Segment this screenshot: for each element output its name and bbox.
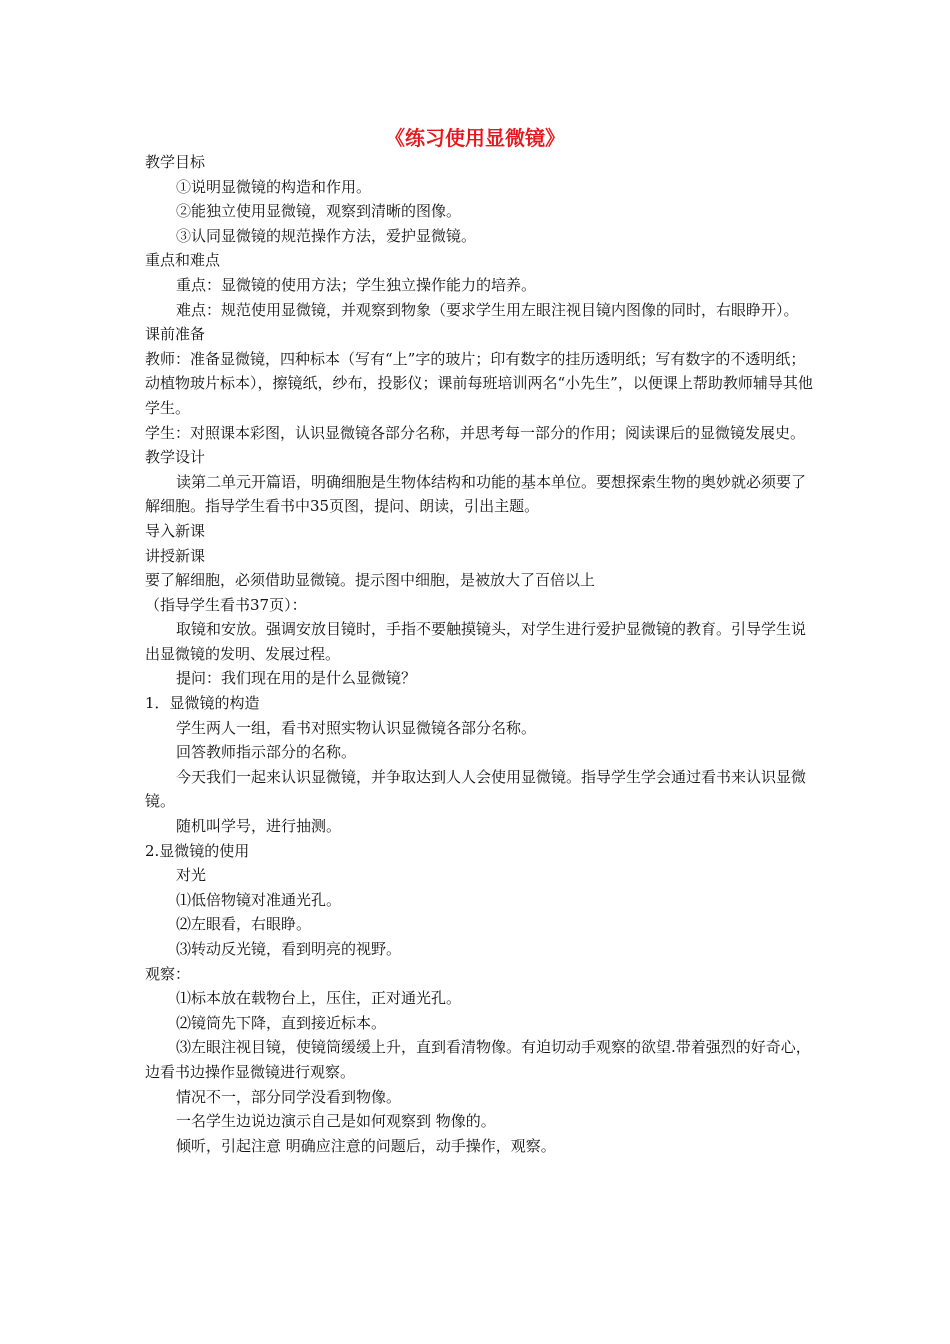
preparation-heading: 课前准备	[145, 325, 206, 344]
document-title: 《练习使用显微镜》	[385, 126, 565, 150]
observe-step: ⑶左眼注视目镜，使镜筒缓缓上升，直到看清物像。有迫切动手观察的欲望.带着强烈的好奇心，边看书边操作显微镜进行观察。	[145, 1038, 811, 1081]
usage-paragraph: 倾听，引起注意 明确应注意的问题后，动手操作，观察。	[176, 1136, 556, 1155]
new-lesson-heading: 导入新课	[145, 521, 206, 540]
objectives-heading: 教学目标	[145, 153, 206, 171]
structure-paragraph: 今天我们一起来认识显微镜，并争取达到人人会使用显微镜。指导学生学会通过看书来认识显微镜。	[145, 767, 807, 811]
usage-paragraph: 情况不一，部分同学没看到物像。	[176, 1087, 402, 1106]
key-focus-text: 重点：显微镜的使用方法；学生独立操作能力的培养。	[176, 275, 537, 294]
structure-paragraph: 回答教师指示部分的名称。	[176, 743, 357, 762]
teacher-preparation-text: 教师：准备显微镜，四种标本（写有“上”字的玻片；印有数字的挂历透明纸；写有数字的不透明纸；动植物玻片标本），擦镜纸，纱布，投影仪；课前每班培训两名“小先生”，以便课上帮助教师辅导其他学生。	[145, 349, 813, 417]
usage-heading: 2.显微镜的使用	[145, 841, 250, 860]
observe-step: ⑴标本放在载物台上，压住，正对通光孔。	[176, 989, 462, 1008]
light-heading: 对光	[176, 866, 207, 885]
document-body	[145, 150, 815, 1158]
design-paragraph: 取镜和安放。强调安放目镜时，手指不要触摸镜头，对学生进行爱护显微镜的教育。引导学生说出显微镜的发明、发展过程。	[145, 620, 807, 663]
student-preparation-text: 学生：对照课本彩图，认识显微镜各部分名称，并思考每一部分的作用；阅读课后的显微镜发展史。	[145, 423, 806, 442]
light-step: ⑵左眼看，右眼睁。	[176, 915, 312, 934]
observe-heading: 观察：	[145, 964, 191, 983]
design-paragraph: 要了解细胞，必须借助显微镜。提示图中细胞，是被放大了百倍以上	[145, 571, 596, 590]
observe-step: ⑵镜筒先下降，直到接近标本。	[176, 1013, 387, 1032]
key-points-heading: 重点和难点	[145, 251, 221, 270]
light-step: ⑶转动反光镜，看到明亮的视野。	[176, 940, 402, 958]
design-paragraph: （指导学生看书37页）：	[145, 595, 307, 614]
key-difficulty-text: 难点：规范使用显微镜，并观察到物象（要求学生用左眼注视目镜内图像的同时，右眼睁开）。	[176, 300, 799, 319]
structure-paragraph: 学生两人一组，看书对照实物认识显微镜各部分名称。	[176, 718, 537, 737]
design-heading: 教学设计	[145, 448, 206, 467]
objective-item: ③认同显微镜的规范操作方法，爱护显微镜。	[176, 226, 477, 245]
design-question: 提问：我们现在用的是什么显微镜？	[176, 669, 417, 688]
teaching-heading: 讲授新课	[145, 546, 206, 565]
light-step: ⑴低倍物镜对准通光孔。	[176, 890, 342, 909]
structure-paragraph: 随机叫学号，进行抽测。	[176, 817, 342, 836]
objective-item: ①说明显微镜的构造和作用。	[176, 177, 372, 196]
structure-heading: 1．显微镜的构造	[145, 694, 260, 713]
design-intro-text: 读第二单元开篇语，明确细胞是生物体结构和功能的基本单位。要想探索生物的奥妙就必须要了解细胞。指导学生看书中35页图，提问、朗读，引出主题。	[145, 472, 807, 516]
objective-item: ②能独立使用显微镜，观察到清晰的图像。	[176, 202, 462, 221]
usage-paragraph: 一名学生边说边演示自己是如何观察到 物像的。	[176, 1112, 496, 1131]
